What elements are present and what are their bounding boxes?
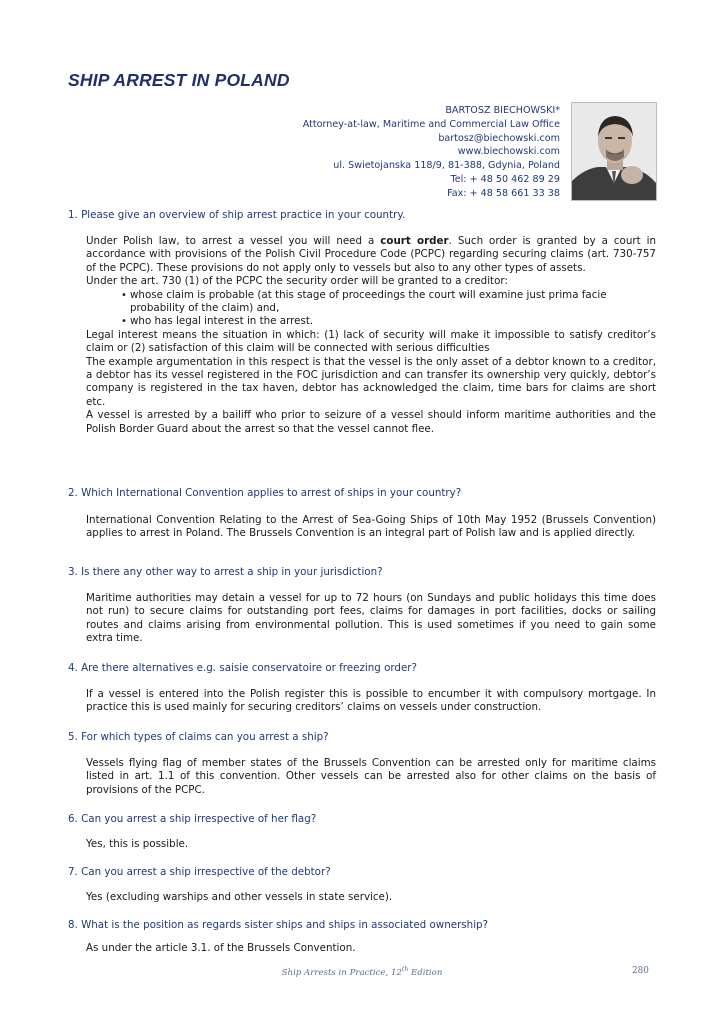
footer-edition-suffix: Edition: [408, 967, 443, 978]
author-website: www.biechowski.com: [457, 146, 560, 158]
question-2-heading: 2. Which International Convention applies to arrest of ships in your country?: [68, 487, 462, 499]
answer-1-paragraph-4: The example argumentation in this respect is that the vessel is the only asset of a debtor known to a creditor, a debtor has its vessel registered in the FOC jurisdiction and can transfer its ownership very quickly, debtor’s company is registered in the tax haven, debtor has acknowledged the claim, time bars for claims are short etc.: [86, 355, 656, 408]
answer-5: Vessels flying flag of member states of the Brussels Convention can be arrested only for maritime claims listed in art. 1.1 of this convention. Other vessels can be arrested also for other claims on the basis of provisions of the PCPC.: [86, 757, 656, 796]
author-role: Attorney-at-law, Maritime and Commercial Law Office: [302, 118, 560, 130]
answer-7: Yes (excluding warships and other vessels in state service).: [86, 891, 393, 903]
answer-1-bullet-list: [86, 289, 656, 329]
answer-3: Maritime authorities may detain a vessel for up to 72 hours (on Sundays and public holidays this time does not run) to secure claims for outstanding port fees, claims for damages in port facilities, docks or sailing routes and claims arising from environmental pollution. This is used sometimes if you need to gain some extra time.: [86, 592, 656, 645]
answer-1-paragraph-5: A vessel is arrested by a bailiff who prior to seizure of a vessel should inform maritime authorities and the Polish Border Guard about the arrest so that the vessel cannot flee.: [86, 409, 656, 435]
answer-1-bullet-1: • whose claim is probable (at this stage of proceedings the court will examine just prima facie probability of the claim) and,: [130, 289, 656, 316]
footer-edition-text: Ship Arrests in Practice, 12: [281, 967, 402, 978]
answer-8: As under the article 3.1. of the Brussels Convention.: [86, 942, 356, 954]
answer-1-block: [86, 235, 656, 436]
answer-1-court-order: court order: [380, 235, 449, 247]
author-name: BARTOSZ BIECHOWSKI*: [445, 105, 560, 116]
question-3-heading: 3. Is there any other way to arrest a ship in your jurisdiction?: [68, 566, 383, 578]
author-phone: Tel: + 48 50 462 89 29: [450, 173, 560, 185]
author-address: ul. Swietojanska 118/9, 81-388, Gdynia, Poland: [333, 160, 560, 172]
answer-1-text-post: . Such order is granted by a court in accordance with provisions of the Polish Civil Procedure Code (PCPC) regarding securing claims (art. 730-757 of the PCPC). These provisions do not apply only to vessels but also to any other types of assets.: [86, 235, 656, 274]
author-email: bartosz@biechowski.com: [438, 132, 560, 144]
page-number: 280: [632, 966, 649, 976]
question-4-heading: 4. Are there alternatives e.g. saisie conservatoire or freezing order?: [68, 662, 417, 674]
answer-1-paragraph-3: Legal interest means the situation in which: (1) lack of security will make it impossible to satisfy creditor’s claim or (2) satisfaction of this claim will be connected with serious difficulties: [86, 328, 656, 355]
question-1-heading: 1. Please give an overview of ship arrest practice in your country.: [68, 209, 406, 221]
page-title: SHIP ARREST IN POLAND: [68, 70, 290, 90]
footer-edition-sup: th: [401, 966, 409, 973]
question-5-heading: 5. For which types of claims can you arrest a ship?: [68, 731, 329, 743]
answer-6: Yes, this is possible.: [86, 838, 189, 850]
answer-1-text-pre: Under Polish law, to arrest a vessel you will need a: [86, 235, 381, 247]
answer-2: International Convention Relating to the Arrest of Sea-Going Ships of 10th May 1952 (Brussels Convention) applies to arrest in Poland. The Brussels Convention is an integral part of Polish law and is applied directly.: [86, 514, 656, 540]
question-8-heading: 8. What is the position as regards sister ships and ships in associated ownership?: [68, 919, 489, 931]
author-fax: Fax: + 48 58 661 33 38: [447, 187, 560, 199]
author-photo: [571, 102, 657, 201]
question-6-heading: 6. Can you arrest a ship irrespective of her flag?: [68, 813, 317, 825]
answer-4: If a vessel is entered into the Polish register this is possible to encumber it with compulsory mortgage. In practice this is used mainly for securing creditors’ claims on vessels under construction.: [86, 688, 656, 714]
footer-edition: [0, 966, 724, 978]
answer-1-paragraph-1: [86, 235, 656, 275]
answer-1-paragraph-2: Under the art. 730 (1) of the PCPC the security order will be granted to a creditor:: [86, 275, 508, 288]
author-contact-block: [303, 104, 560, 201]
question-7-heading: 7. Can you arrest a ship irrespective of the debtor?: [68, 866, 331, 878]
answer-1-bullet-2: • who has legal interest in the arrest.: [130, 315, 656, 328]
